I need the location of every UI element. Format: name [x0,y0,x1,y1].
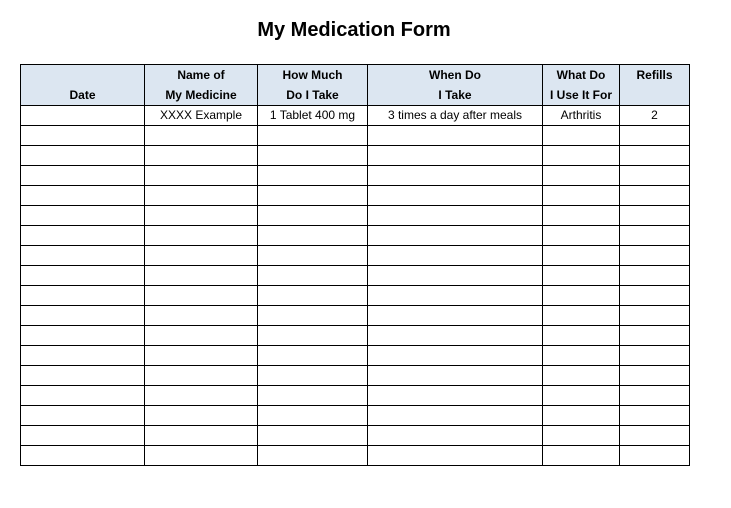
header-dosage [258,65,368,106]
medicine-cell[interactable] [145,386,258,406]
dosage-cell[interactable] [258,326,368,346]
purpose-cell[interactable]: Arthritis [543,106,620,126]
header-purpose-line2: I Use It For [549,88,612,102]
refills-cell[interactable] [620,266,690,286]
header-dosage-line2: Do I Take [286,88,339,102]
date-cell[interactable] [21,226,145,246]
schedule-cell[interactable] [368,446,543,466]
dosage-cell[interactable] [258,206,368,226]
schedule-cell[interactable] [368,146,543,166]
date-cell[interactable] [21,266,145,286]
refills-cell[interactable] [620,306,690,326]
refills-cell[interactable] [620,246,690,266]
dosage-cell[interactable] [258,386,368,406]
schedule-cell[interactable] [368,426,543,446]
medication-table [20,64,690,466]
dosage-cell[interactable] [258,346,368,366]
schedule-cell[interactable] [368,186,543,206]
date-cell[interactable] [21,106,145,126]
medicine-cell[interactable] [145,286,258,306]
schedule-cell[interactable] [368,286,543,306]
dosage-cell[interactable] [258,266,368,286]
purpose-cell[interactable] [543,126,620,146]
date-cell[interactable] [21,206,145,226]
refills-cell[interactable] [620,206,690,226]
dosage-cell[interactable] [258,286,368,306]
table-row [21,386,690,406]
medicine-cell[interactable] [145,246,258,266]
medicine-cell[interactable] [145,406,258,426]
refills-cell[interactable]: 2 [620,106,690,126]
dosage-cell[interactable] [258,166,368,186]
header-medicine-name [145,65,258,106]
medicine-cell[interactable] [145,426,258,446]
table-body [21,106,690,466]
table-row [21,166,690,186]
table-row [21,126,690,146]
refills-cell[interactable] [620,406,690,426]
header-schedule-line2: I Take [438,88,472,102]
table-row [21,346,690,366]
purpose-cell[interactable] [543,386,620,406]
refills-cell[interactable] [620,146,690,166]
medicine-cell[interactable] [145,326,258,346]
table-row [21,186,690,206]
medicine-cell[interactable] [145,366,258,386]
schedule-cell[interactable] [368,126,543,146]
refills-cell[interactable] [620,346,690,366]
refills-cell[interactable] [620,186,690,206]
refills-cell[interactable] [620,226,690,246]
schedule-cell[interactable] [368,346,543,366]
date-cell[interactable] [21,446,145,466]
refills-cell[interactable] [620,126,690,146]
date-cell[interactable] [21,406,145,426]
purpose-cell[interactable] [543,166,620,186]
header-date-line2: Date [69,88,96,102]
header-schedule [368,65,543,106]
medicine-cell[interactable] [145,146,258,166]
schedule-cell[interactable] [368,406,543,426]
purpose-cell[interactable] [543,346,620,366]
date-cell[interactable] [21,386,145,406]
medicine-cell[interactable] [145,206,258,226]
schedule-cell[interactable] [368,326,543,346]
header-purpose-line1: What Do [556,68,606,82]
refills-cell[interactable] [620,426,690,446]
header-medicine-line1: Name of [177,68,225,82]
dosage-cell[interactable] [258,406,368,426]
table-row [21,266,690,286]
date-cell[interactable] [21,366,145,386]
schedule-cell[interactable] [368,306,543,326]
schedule-cell[interactable] [368,266,543,286]
header-purpose [543,65,620,106]
medicine-cell[interactable] [145,306,258,326]
purpose-cell[interactable] [543,146,620,166]
header-refills-line1: Refills [636,68,673,82]
purpose-cell[interactable] [543,326,620,346]
header-medicine-line2: My Medicine [165,88,237,102]
date-cell[interactable] [21,326,145,346]
dosage-cell[interactable] [258,366,368,386]
schedule-cell[interactable] [368,386,543,406]
purpose-cell[interactable] [543,206,620,226]
date-cell[interactable] [21,126,145,146]
dosage-cell[interactable] [258,146,368,166]
schedule-cell[interactable] [368,246,543,266]
form-title: My Medication Form [257,19,451,41]
table-row [21,146,690,166]
refills-cell[interactable] [620,166,690,186]
date-cell[interactable] [21,286,145,306]
medicine-cell[interactable] [145,126,258,146]
header-dosage-line1: How Much [282,68,343,82]
medicine-cell[interactable] [145,226,258,246]
refills-cell[interactable] [620,286,690,306]
medicine-cell[interactable] [145,446,258,466]
header-refills [620,65,690,106]
header-date [21,65,145,106]
dosage-cell[interactable] [258,426,368,446]
medicine-cell[interactable] [145,346,258,366]
purpose-cell[interactable] [543,306,620,326]
table-row [21,206,690,226]
table-row [21,426,690,446]
table-row [21,246,690,266]
medicine-cell[interactable]: XXXX Example [145,106,258,126]
dosage-cell[interactable] [258,246,368,266]
medicine-cell[interactable] [145,166,258,186]
table-row [21,106,690,126]
purpose-cell[interactable] [543,186,620,206]
table-row [21,406,690,426]
date-cell[interactable] [21,166,145,186]
schedule-cell[interactable] [368,226,543,246]
purpose-cell[interactable] [543,426,620,446]
dosage-cell[interactable] [258,126,368,146]
dosage-cell[interactable] [258,306,368,326]
table-row [21,446,690,466]
date-cell[interactable] [21,426,145,446]
header-schedule-line1: When Do [429,68,481,82]
purpose-cell[interactable] [543,226,620,246]
dosage-cell[interactable] [258,186,368,206]
date-cell[interactable] [21,346,145,366]
date-cell[interactable] [21,306,145,326]
dosage-cell[interactable]: 1 Tablet 400 mg [258,106,368,126]
medicine-cell[interactable] [145,266,258,286]
refills-cell[interactable] [620,386,690,406]
refills-cell[interactable] [620,326,690,346]
header-row [21,65,690,106]
dosage-cell[interactable] [258,446,368,466]
purpose-cell[interactable] [543,246,620,266]
refills-cell[interactable] [620,446,690,466]
table-row [21,366,690,386]
purpose-cell[interactable] [543,406,620,426]
table-row [21,306,690,326]
refills-cell[interactable] [620,366,690,386]
medicine-cell[interactable] [145,186,258,206]
schedule-cell[interactable]: 3 times a day after meals [368,106,543,126]
purpose-cell[interactable] [543,446,620,466]
schedule-cell[interactable] [368,206,543,226]
purpose-cell[interactable] [543,366,620,386]
purpose-cell[interactable] [543,286,620,306]
schedule-cell[interactable] [368,166,543,186]
table-row [21,226,690,246]
table-row [21,286,690,306]
date-cell[interactable] [21,146,145,166]
schedule-cell[interactable] [368,366,543,386]
table-row [21,326,690,346]
date-cell[interactable] [21,186,145,206]
purpose-cell[interactable] [543,266,620,286]
date-cell[interactable] [21,246,145,266]
dosage-cell[interactable] [258,226,368,246]
